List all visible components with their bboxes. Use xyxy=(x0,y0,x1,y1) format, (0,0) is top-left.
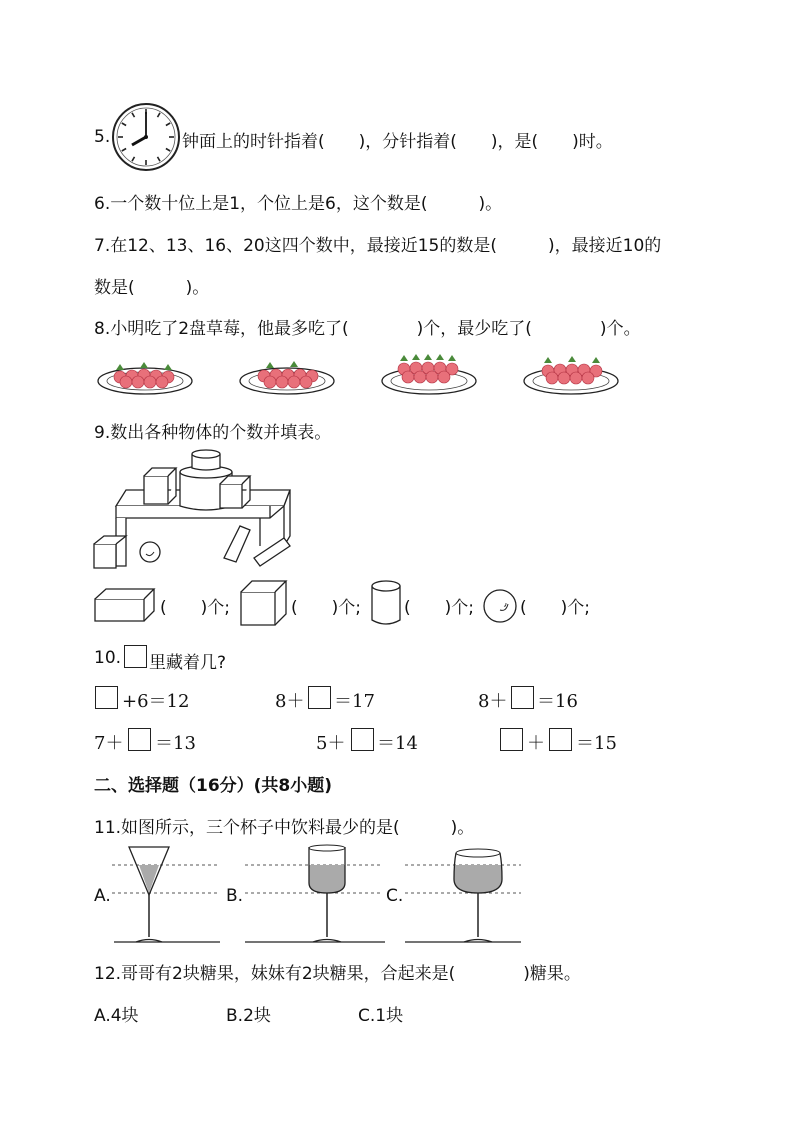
cylinder-icon xyxy=(370,580,402,626)
strawberry-plate-icon xyxy=(380,350,478,397)
q10-text: 里藏着几? xyxy=(149,653,227,673)
wine-glass-icon xyxy=(245,845,385,945)
answer-box[interactable] xyxy=(500,728,523,751)
clock-icon xyxy=(111,102,181,172)
q9-blank-cube: ( )个; xyxy=(291,598,361,618)
strawberry-plate-icon xyxy=(522,352,620,397)
q8-text: 8.小明吃了2盘草莓，他最多吃了( )个，最少吃了( )个。 xyxy=(94,319,641,339)
equation-part: ＝16 xyxy=(537,691,578,712)
answer-box[interactable] xyxy=(549,728,572,751)
q9-blank-sphere: ( )个; xyxy=(520,598,590,618)
q9-blank-cuboid: ( )个; xyxy=(160,598,230,618)
option-a: A.4块 xyxy=(94,1006,139,1026)
answer-box[interactable] xyxy=(124,645,147,668)
q7-line1: 7.在12、13、16、20这四个数中，最接近15的数是( )，最接近10的 xyxy=(94,236,662,256)
q11-text: 11.如图所示，三个杯子中饮料最少的是( )。 xyxy=(94,818,475,838)
q9-blank-cylinder: ( )个; xyxy=(404,598,474,618)
cone-glass-icon xyxy=(112,845,222,945)
equation-part: ＝13 xyxy=(155,733,196,754)
cube-icon xyxy=(240,580,288,626)
option-b-label: B. xyxy=(226,886,244,906)
equation-part: 8＋ xyxy=(275,691,305,712)
q5-number: 5. xyxy=(94,127,111,147)
wine-glass-icon xyxy=(405,845,523,945)
sphere-icon xyxy=(482,588,518,624)
cuboid-icon xyxy=(94,587,156,623)
equation-part: 8＋ xyxy=(478,691,508,712)
q6-text: 6.一个数十位上是1，个位上是6，这个数是( )。 xyxy=(94,194,503,214)
q10-number: 10. xyxy=(94,648,122,668)
solid-shapes-illustration xyxy=(94,446,296,570)
strawberry-plate-icon xyxy=(96,355,194,397)
strawberry-plate-icon xyxy=(238,355,336,397)
equation-part: 7＋ xyxy=(94,733,124,754)
equation-part: ＝14 xyxy=(377,733,418,754)
section-title: 二、选择题（16分）(共8小题) xyxy=(94,776,333,796)
q12-text: 12.哥哥有2块糖果，妹妹有2块糖果，合起来是( )糖果。 xyxy=(94,964,581,984)
q7-line2: 数是( )。 xyxy=(94,278,210,298)
answer-box[interactable] xyxy=(128,728,151,751)
answer-box[interactable] xyxy=(511,686,534,709)
equation-part: +6＝12 xyxy=(122,691,190,712)
equation-part: ＝17 xyxy=(334,691,375,712)
option-a-label: A. xyxy=(94,886,111,906)
option-c: C.1块 xyxy=(358,1006,404,1026)
equation-part: 5＋ xyxy=(316,733,346,754)
option-b: B.2块 xyxy=(226,1006,271,1026)
q9-text: 9.数出各种物体的个数并填表。 xyxy=(94,423,332,443)
q5-text: 钟面上的时针指着( )，分针指着( )，是( )时。 xyxy=(182,132,613,152)
equation-part: ＝15 xyxy=(576,733,617,754)
answer-box[interactable] xyxy=(351,728,374,751)
answer-box[interactable] xyxy=(308,686,331,709)
option-c-label: C. xyxy=(386,886,404,906)
equation-part: ＋ xyxy=(527,733,545,754)
answer-box[interactable] xyxy=(95,686,118,709)
